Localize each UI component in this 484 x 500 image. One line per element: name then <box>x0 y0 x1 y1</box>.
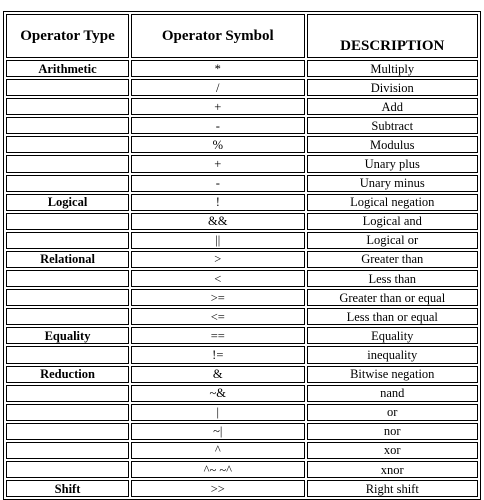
operator-symbol-cell: ^ <box>131 442 304 459</box>
operator-symbol-cell: >= <box>131 289 304 306</box>
description-cell: or <box>307 404 478 421</box>
operator-type-cell <box>6 117 129 134</box>
operator-type-cell <box>6 385 129 402</box>
operator-symbol-cell: ! <box>131 194 304 211</box>
description-cell: xor <box>307 442 478 459</box>
operator-symbol-cell: != <box>131 346 304 363</box>
operator-symbol-cell: ~& <box>131 385 304 402</box>
header-operator-type: Operator Type <box>6 14 129 58</box>
operator-symbol-cell: >> <box>131 480 304 497</box>
operator-type-cell <box>6 79 129 96</box>
table-row <box>6 480 478 497</box>
operator-symbol-cell: + <box>131 155 304 172</box>
operator-type-cell: Equality <box>6 327 129 344</box>
table-row <box>6 136 478 153</box>
operator-type-cell: Reduction <box>6 366 129 383</box>
operator-type-cell <box>6 136 129 153</box>
operator-symbol-cell: == <box>131 327 304 344</box>
operator-symbol-cell: / <box>131 79 304 96</box>
description-cell: Less than or equal <box>307 308 478 325</box>
operator-symbol-cell: > <box>131 251 304 268</box>
description-cell: Unary minus <box>307 175 478 192</box>
description-cell: Add <box>307 98 478 115</box>
operator-type-cell <box>6 423 129 440</box>
description-cell: Modulus <box>307 136 478 153</box>
operator-type-cell <box>6 461 129 478</box>
header-operator-symbol: Operator Symbol <box>131 14 304 58</box>
description-cell: Right shift <box>307 480 478 497</box>
table-row <box>6 98 478 115</box>
description-cell: inequality <box>307 346 478 363</box>
operator-type-cell <box>6 175 129 192</box>
operator-symbol-cell: ~| <box>131 423 304 440</box>
header-description: DESCRIPTION <box>307 14 478 58</box>
operator-type-cell <box>6 308 129 325</box>
table-row <box>6 289 478 306</box>
operator-type-cell: Relational <box>6 251 129 268</box>
description-cell: xnor <box>307 461 478 478</box>
description-cell: nor <box>307 423 478 440</box>
table-row <box>6 270 478 287</box>
table-body <box>6 60 478 497</box>
operator-symbol-cell: ^~ ~^ <box>131 461 304 478</box>
table-row <box>6 327 478 344</box>
operator-symbol-cell: < <box>131 270 304 287</box>
operator-symbol-cell: + <box>131 98 304 115</box>
operator-type-cell <box>6 289 129 306</box>
table-row <box>6 117 478 134</box>
operator-symbol-cell: <= <box>131 308 304 325</box>
header-row <box>6 14 478 58</box>
description-cell: Unary plus <box>307 155 478 172</box>
operator-symbol-cell: - <box>131 175 304 192</box>
description-cell: nand <box>307 385 478 402</box>
operator-type-cell <box>6 213 129 230</box>
operator-type-cell: Shift <box>6 480 129 497</box>
table-row <box>6 194 478 211</box>
description-cell: Equality <box>307 327 478 344</box>
table-row <box>6 308 478 325</box>
description-cell: Division <box>307 79 478 96</box>
operator-type-cell <box>6 270 129 287</box>
operator-type-cell <box>6 404 129 421</box>
table-row <box>6 213 478 230</box>
operator-table <box>3 11 481 500</box>
description-cell: Greater than or equal <box>307 289 478 306</box>
description-cell: Subtract <box>307 117 478 134</box>
table-row <box>6 251 478 268</box>
description-cell: Logical negation <box>307 194 478 211</box>
description-cell: Less than <box>307 270 478 287</box>
table-row <box>6 232 478 249</box>
table-row <box>6 385 478 402</box>
operator-type-cell: Logical <box>6 194 129 211</box>
operator-type-cell <box>6 442 129 459</box>
operator-symbol-cell: | <box>131 404 304 421</box>
operator-symbol-cell: & <box>131 366 304 383</box>
table-row <box>6 155 478 172</box>
table-row <box>6 366 478 383</box>
table-row <box>6 60 478 77</box>
description-cell: Logical or <box>307 232 478 249</box>
table-row <box>6 175 478 192</box>
table-row <box>6 79 478 96</box>
table-row <box>6 346 478 363</box>
operator-type-cell <box>6 155 129 172</box>
description-cell: Greater than <box>307 251 478 268</box>
operator-symbol-cell: && <box>131 213 304 230</box>
operator-symbol-cell: % <box>131 136 304 153</box>
operator-symbol-cell: || <box>131 232 304 249</box>
operator-type-cell: Arithmetic <box>6 60 129 77</box>
table-row <box>6 423 478 440</box>
description-cell: Logical and <box>307 213 478 230</box>
description-cell: Multiply <box>307 60 478 77</box>
operator-type-cell <box>6 98 129 115</box>
table-row <box>6 442 478 459</box>
table-row <box>6 404 478 421</box>
operator-symbol-cell: * <box>131 60 304 77</box>
operator-type-cell <box>6 232 129 249</box>
operator-symbol-cell: - <box>131 117 304 134</box>
operator-type-cell <box>6 346 129 363</box>
description-cell: Bitwise negation <box>307 366 478 383</box>
table-row <box>6 461 478 478</box>
